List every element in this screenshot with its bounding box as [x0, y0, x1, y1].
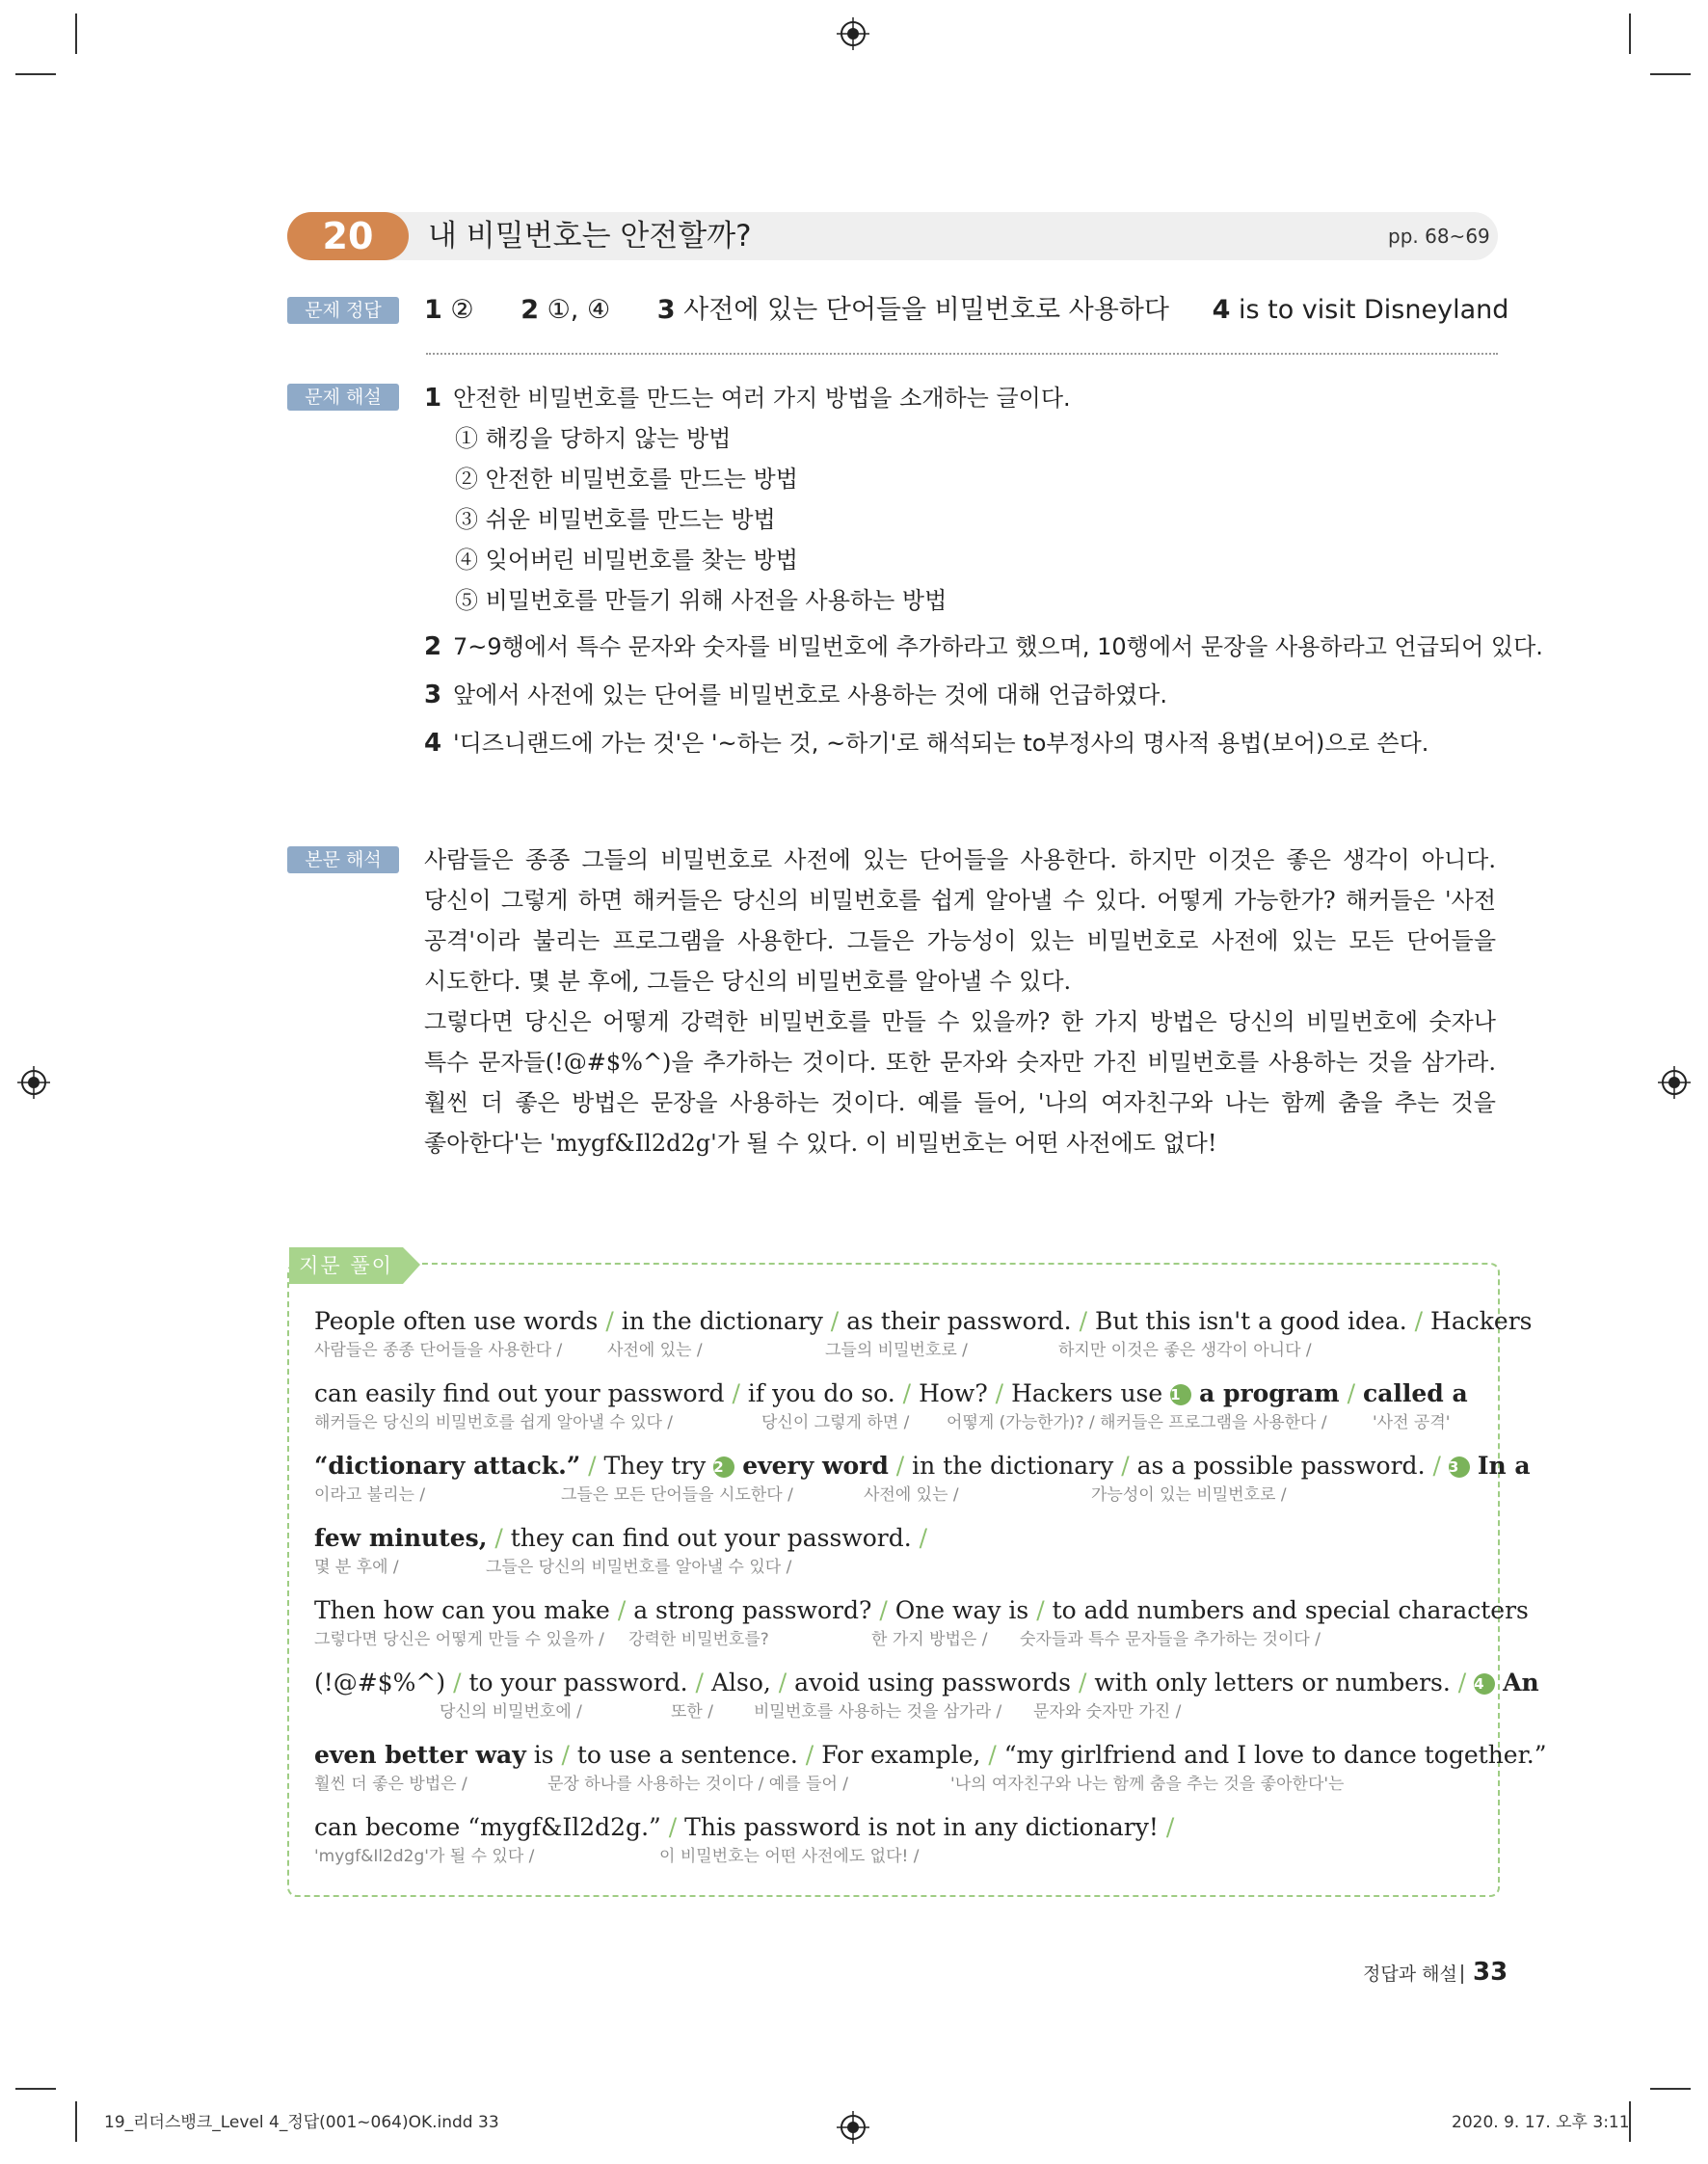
ko-chunk: '사전 공격' — [1373, 1413, 1451, 1432]
ko-chunk: 강력한 비밀번호를? — [628, 1630, 769, 1649]
chunk: in the dictionary — [912, 1452, 1114, 1480]
ko-chunk: 또한 / — [671, 1702, 713, 1722]
translation-tag: 본문 해석 — [287, 846, 399, 873]
reading-en-line: (!@#$%^) / to your password. / Also, / avoid using passwords / with only letters or numbers. / 4 An — [314, 1669, 1539, 1696]
footer-separator — [1461, 1964, 1463, 1984]
translation-line: 시도한다. 몇 분 후에, 그들은 당신의 비밀번호를 알아낼 수 있다. — [424, 968, 1072, 995]
ko-chunk: 해커들은 당신의 비밀번호를 쉽게 알아낼 수 있다 / — [314, 1413, 673, 1432]
ko-chunk: 이라고 불리는 / — [314, 1485, 426, 1505]
ko-chunk: 사람들은 종종 단어들을 사용한다 / — [314, 1341, 563, 1360]
unit-title: 내 비밀번호는 안전할까? — [428, 219, 752, 254]
explanation-number: 1 — [424, 384, 442, 413]
chunk: can easily find out your password — [314, 1379, 725, 1407]
chunk: An — [1503, 1669, 1539, 1696]
registration-mark-icon — [1658, 1066, 1691, 1099]
chunk: “my girlfriend and I love to dance together.” — [1003, 1741, 1547, 1769]
reading-en-line: People often use words / in the dictionary / as their password. / But this isn't a good idea. / Hackers — [314, 1307, 1533, 1335]
registration-mark-icon — [17, 1066, 50, 1099]
reading-tag-flap — [403, 1247, 420, 1284]
chunk: few minutes, — [314, 1524, 488, 1552]
chunk: People often use words — [314, 1307, 599, 1335]
crop-mark — [15, 2088, 56, 2090]
reading-en-line: “dictionary attack.” / They try 2 every word / in the dictionary / as a possible password. / 3 In a — [314, 1452, 1531, 1480]
answer-text: ①, ④ — [547, 295, 611, 325]
ko-chunk: 가능성이 있는 비밀번호로 / — [1091, 1485, 1287, 1505]
crop-mark — [1650, 73, 1691, 75]
reading-en-line: can become “mygf&Il2d2g.” / This password is not in any dictionary! / — [314, 1813, 1175, 1841]
answer-text: 사전에 있는 단어들을 비밀번호로 사용하다 — [683, 295, 1169, 325]
chunk: avoid using passwords — [794, 1669, 1071, 1696]
slug-filename: 19_리더스뱅크_Level 4_정답(001~064)OK.indd 33 — [104, 2113, 499, 2132]
chunk: as their password. — [846, 1307, 1072, 1335]
chunk: can become “mygf&Il2d2g.” — [314, 1813, 661, 1841]
reading-en-line: can easily find out your password / if you do so. / How? / Hackers use 1 a program / called a — [314, 1379, 1468, 1407]
ko-chunk: 이 비밀번호는 어떤 사전에도 없다! / — [659, 1847, 920, 1866]
ko-chunk: 사전에 있는 / — [864, 1485, 959, 1505]
ko-chunk: 그들은 모든 단어들을 시도한다 / — [561, 1485, 793, 1505]
marker-4-icon: 4 — [1474, 1673, 1495, 1695]
answers-tag: 문제 정답 — [287, 297, 399, 324]
translation-line: 좋아한다'는 'mygf&Il2d2g'가 될 수 있다. 이 비밀번호는 어떤 사전에도 없다! — [424, 1130, 1217, 1157]
crop-mark — [15, 73, 56, 75]
dotted-divider — [426, 353, 1498, 355]
ko-chunk: 그렇다면 당신은 어떻게 만들 수 있을까 / — [314, 1630, 604, 1649]
chunk: Hackers — [1430, 1307, 1533, 1335]
answer-number: 1 — [424, 295, 442, 325]
chunk: to use a sentence. — [576, 1741, 798, 1769]
answer-number: 4 — [1212, 295, 1231, 325]
chunk: They try — [603, 1452, 707, 1480]
chunk: (!@#$%^) — [314, 1669, 446, 1696]
chunk: This password is not in any dictionary! — [684, 1813, 1159, 1841]
chunk: Then how can you make — [314, 1596, 610, 1624]
translation-line: 사람들은 종종 그들의 비밀번호로 사전에 있는 단어들을 사용한다. 하지만 이것은 좋은 생각이 아니다. — [424, 846, 1496, 873]
chunk: In a — [1477, 1452, 1531, 1480]
ko-chunk: 어떻게 (가능한가)? / 해커들은 프로그램을 사용한다 / — [947, 1413, 1327, 1432]
explanation-item — [424, 725, 1428, 761]
ko-chunk: '나의 여자친구와 나는 함께 춤을 추는 것을 좋아한다'는 — [950, 1775, 1345, 1794]
answer-number: 2 — [520, 295, 539, 325]
reading-en-line: few minutes, / they can find out your password. / — [314, 1524, 928, 1552]
answers-row — [424, 289, 1508, 332]
chunk: a program — [1199, 1379, 1340, 1407]
ko-chunk: 그들은 당신의 비밀번호를 알아낼 수 있다 / — [486, 1558, 792, 1577]
explanation-text: '디즈니랜드에 가는 것'은 '~하는 것, ~하기'로 해석되는 to부정사의 명사적 용법(보어)으로 쓴다. — [453, 730, 1429, 757]
chunk: they can find out your password. — [510, 1524, 912, 1552]
translation-line: 당신이 그렇게 하면 해커들은 당신의 비밀번호를 쉽게 알아낼 수 있다. 어떻게 가능한가? 해커들은 '사전 — [424, 887, 1496, 914]
chunk: How? — [919, 1379, 988, 1407]
explanation-number: 4 — [424, 729, 442, 758]
ko-chunk: 몇 분 후에 / — [314, 1558, 399, 1577]
ko-chunk: 당신이 그렇게 하면 / — [761, 1413, 910, 1432]
reading-tag: 지문 풀이 — [289, 1247, 403, 1284]
ko-chunk: 비밀번호를 사용하는 것을 삼가라 / — [754, 1702, 1002, 1722]
chunk: even better way — [314, 1741, 526, 1769]
marker-1-icon: 1 — [1170, 1384, 1191, 1405]
reading-en-line: even better way is / to use a sentence. / For example, / “my girlfriend and I love to dance together.” — [314, 1741, 1547, 1769]
ko-chunk: 숫자들과 특수 문자들을 추가하는 것이다 / — [1020, 1630, 1321, 1649]
translation-line: 공격'이라 불리는 프로그램을 사용한다. 그들은 가능성이 있는 비밀번호로 사전에 있는 모든 단어들을 — [424, 927, 1496, 954]
ko-chunk: 문자와 숫자만 가진 / — [1033, 1702, 1182, 1722]
chunk: if you do so. — [747, 1379, 895, 1407]
reading-en-line: Then how can you make / a strong password? / One way is / to add numbers and special characters — [314, 1596, 1529, 1624]
ko-chunk: 'mygf&Il2d2g'가 될 수 있다 / — [314, 1847, 535, 1866]
registration-mark-icon — [837, 2111, 869, 2144]
crop-mark — [75, 13, 77, 54]
ko-chunk: 당신의 비밀번호에 / — [440, 1702, 582, 1722]
crop-mark — [1650, 2088, 1691, 2090]
explanation-text: 안전한 비밀번호를 만드는 여러 가지 방법을 소개하는 글이다. — [453, 385, 1071, 412]
chunk: as a possible password. — [1136, 1452, 1426, 1480]
crop-mark — [75, 2101, 77, 2142]
chunk: Hackers use — [1011, 1379, 1163, 1407]
explanation-item — [424, 677, 1167, 713]
unit-number-badge: 20 — [287, 212, 409, 260]
slug-date: 2020. 9. 17. 오후 3:11 — [1452, 2113, 1630, 2132]
ko-chunk: 문장 하나를 사용하는 것이다 / 예를 들어 / — [547, 1775, 849, 1794]
chunk: is — [533, 1741, 554, 1769]
chunk: to your password. — [468, 1669, 688, 1696]
ko-chunk: 한 가지 방법은 / — [871, 1630, 988, 1649]
explanation-item — [424, 380, 1071, 416]
ko-chunk: 그들의 비밀번호로 / — [825, 1341, 968, 1360]
registration-mark-icon — [837, 17, 869, 50]
option-item: ③ 쉬운 비밀번호를 만드는 방법 — [455, 506, 776, 533]
chunk: One way is — [894, 1596, 1029, 1624]
ko-chunk: 하지만 이것은 좋은 생각이 아니다 / — [1058, 1341, 1312, 1360]
chunk: Also, — [710, 1669, 771, 1696]
explanation-number: 2 — [424, 632, 442, 661]
ko-chunk: 사전에 있는 / — [607, 1341, 703, 1360]
chunk: called a — [1362, 1379, 1468, 1407]
option-item: ① 해킹을 당하지 않는 방법 — [455, 425, 732, 452]
option-item: ② 안전한 비밀번호를 만드는 방법 — [455, 466, 798, 493]
option-item: ④ 잊어버린 비밀번호를 찾는 방법 — [455, 547, 798, 574]
chunk: with only letters or numbers. — [1094, 1669, 1451, 1696]
marker-3-icon: 3 — [1449, 1456, 1470, 1478]
explanation-item — [424, 628, 1543, 665]
ko-chunk: 훨씬 더 좋은 방법은 / — [314, 1775, 467, 1794]
explanation-text: 앞에서 사전에 있는 단어를 비밀번호로 사용하는 것에 대해 언급하였다. — [453, 681, 1167, 708]
translation-line: 그렇다면 당신은 어떻게 강력한 비밀번호를 만들 수 있을까? 한 가지 방법은 당신의 비밀번호에 숫자나 — [424, 1008, 1496, 1035]
translation-line: 특수 문자들(!@#$%^)을 추가하는 것이다. 또한 문자와 숫자만 가진 비밀번호를 사용하는 것을 삼가라. — [424, 1049, 1496, 1076]
option-item: ⑤ 비밀번호를 만들기 위해 사전을 사용하는 방법 — [455, 587, 947, 614]
page-range: pp. 68~69 — [1388, 225, 1490, 248]
answer-text: ② — [450, 295, 474, 325]
page-number: 33 — [1473, 1958, 1508, 1987]
answer-text: is to visit Disneyland — [1238, 295, 1509, 325]
answer-number: 3 — [656, 295, 676, 325]
footer-label: 정답과 해설 — [1363, 1964, 1457, 1985]
translation-line: 훨씬 더 좋은 방법은 문장을 사용하는 것이다. 예를 들어, '나의 여자친구와 나는 함께 춤을 추는 것을 — [424, 1089, 1496, 1116]
explanation-text: 7~9행에서 특수 문자와 숫자를 비밀번호에 추가하라고 했으며, 10행에서 문장을 사용하라고 언급되어 있다. — [453, 633, 1543, 660]
chunk: “dictionary attack.” — [314, 1452, 581, 1480]
crop-mark — [1629, 13, 1631, 54]
chunk: a strong password? — [633, 1596, 872, 1624]
explanation-number: 3 — [424, 681, 442, 709]
chunk: For example, — [821, 1741, 981, 1769]
explanation-tag: 문제 해설 — [287, 384, 399, 411]
chunk: every word — [742, 1452, 889, 1480]
chunk: But this isn't a good idea. — [1094, 1307, 1407, 1335]
chunk: to add numbers and special characters — [1052, 1596, 1529, 1624]
chunk: in the dictionary — [621, 1307, 823, 1335]
marker-2-icon: 2 — [713, 1456, 734, 1478]
